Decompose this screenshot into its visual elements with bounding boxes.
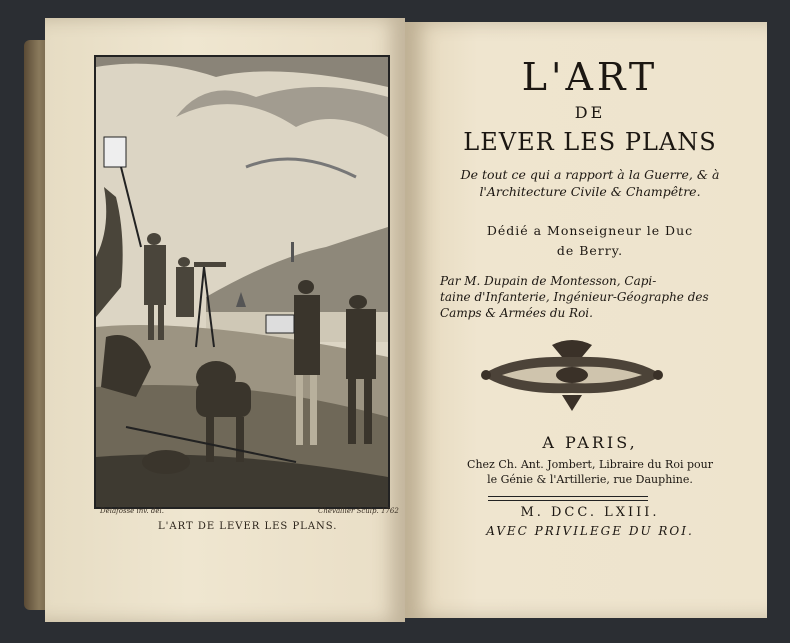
draftsman-credit: Delafosse inv. del.: [100, 507, 164, 515]
author-line-2: taine d'Infanterie, Ingénieur-Géographe des: [440, 290, 709, 304]
dedication-line-2: de Berry.: [556, 243, 624, 258]
author-line-3: Camps & Armées du Roi.: [440, 306, 593, 320]
imprint-year: M. DCC. LXIII.: [520, 505, 660, 520]
frontispiece-engraving: [94, 55, 390, 509]
imprint-place: A PARIS,: [542, 433, 638, 452]
plate-caption: L'ART DE LEVER LES PLANS.: [158, 521, 338, 532]
author-line-1: Par M. Dupain de Montesson, Capi-: [440, 274, 657, 288]
double-rule: [488, 496, 648, 501]
engraver-credit: Chevallier Sculp. 1762: [318, 507, 399, 515]
publisher-line-1: Chez Ch. Ant. Jombert, Libraire du Roi pour: [467, 458, 713, 471]
title-line-3: LEVER LES PLANS: [463, 128, 717, 156]
royal-privilege: AVEC PRIVILEGE DU ROI.: [486, 524, 694, 538]
dedication-line-1: Dédié a Monseigneur le Duc: [486, 223, 694, 238]
subtitle-line-2: l'Architecture Civile & Champêtre.: [479, 184, 701, 199]
title-line-1: L'ART: [521, 55, 659, 99]
publisher-line-2: le Génie & l'Artillerie, rue Dauphine.: [487, 473, 693, 486]
printers-ornament: [472, 335, 672, 413]
subtitle-line-1: De tout ce qui a rapport à la Guerre, & à: [460, 167, 720, 182]
title-line-2: DE: [574, 103, 606, 122]
